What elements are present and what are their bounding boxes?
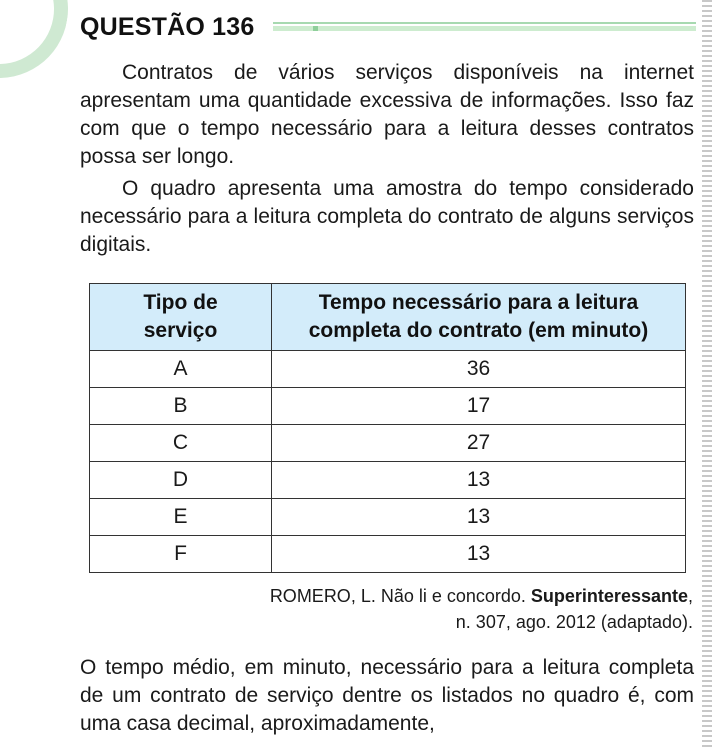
service-cell: C — [90, 425, 272, 462]
header-service-type: Tipo de serviço — [90, 284, 272, 351]
table-row — [90, 425, 686, 462]
table-row — [90, 351, 686, 388]
minutes-cell: 13 — [272, 462, 686, 499]
table-row — [90, 462, 686, 499]
table-row — [90, 536, 686, 573]
table-row — [90, 499, 686, 536]
minutes-cell: 13 — [272, 499, 686, 536]
service-cell: D — [90, 462, 272, 499]
table-intro-paragraph: O quadro apresenta uma amostra do tempo considerado necessário para a leitura completa do contrato de alguns serviços digitais. — [80, 177, 694, 256]
intro-paragraph: Contratos de vários serviços disponíveis na internet apresentam uma quantidade excessiva de informações. Isso faz com que o tempo necessário para a leitura desses contratos possa ser longo. — [80, 61, 694, 168]
table-header-row — [90, 284, 686, 351]
service-cell: E — [90, 499, 272, 536]
service-cell: A — [90, 351, 272, 388]
page-edge-perforation — [702, 0, 712, 748]
source-details: n. 307, ago. 2012 (adaptado). — [455, 612, 693, 632]
question-header — [80, 12, 696, 42]
header-reading-time: Tempo necessário para a leitura completa do contrato (em minuto) — [272, 284, 686, 351]
table-row — [90, 388, 686, 425]
minutes-cell: 36 — [272, 351, 686, 388]
corner-decoration — [0, 0, 79, 89]
title-rule — [273, 22, 696, 30]
minutes-cell: 17 — [272, 388, 686, 425]
source-publication: Superinteressante — [530, 586, 688, 606]
source-citation: ROMERO, L. Não li e concordo. Superinteressante, n. 307, ago. 2012 (adaptado). — [269, 586, 693, 632]
source-author: ROMERO, L. Não li e concordo. — [269, 586, 531, 606]
question-title: QUESTÃO 136 — [80, 13, 255, 41]
service-cell: B — [90, 388, 272, 425]
minutes-cell: 27 — [272, 425, 686, 462]
minutes-cell: 13 — [272, 536, 686, 573]
service-cell: F — [90, 536, 272, 573]
service-time-table — [89, 283, 686, 573]
question-prompt: O tempo médio, em minuto, necessário para a leitura completa de um contrato de serviço dentre os listados no quadro é, com uma casa decimal, aproximadamente, — [80, 656, 694, 735]
